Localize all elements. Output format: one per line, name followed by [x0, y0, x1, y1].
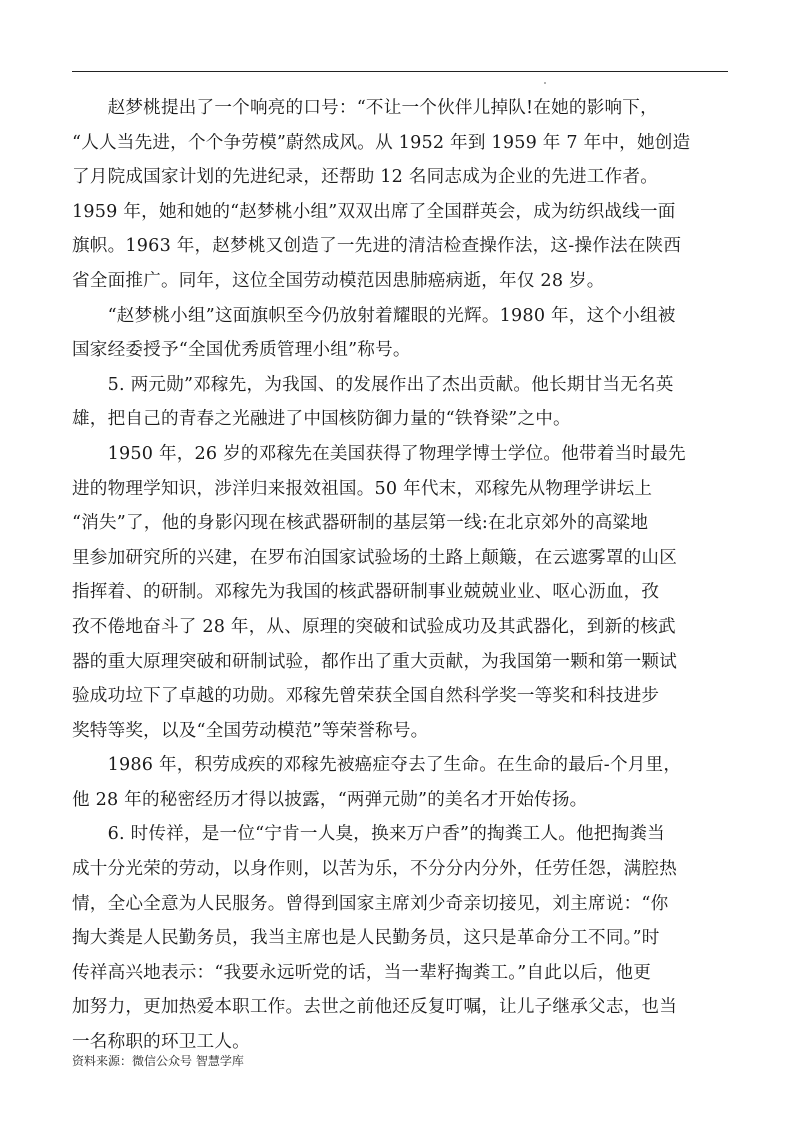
text-line: 验成功垃下了卓越的功勋。邓稼先曾荣获全国自然科学奖一等奖和科技进步 — [72, 686, 660, 707]
text-line: 雄，把自己的青春之光融进了中国核防御力量的“铁脊梁”之中。 — [72, 409, 571, 430]
text-line: 6. 时传祥，是一位“宁肯一人臭，换来万户香”的掏粪工人。他把掏粪当 — [72, 824, 665, 845]
text-line: 5. 两元勋”邓稼先，为我国、的发展作出了杰出贡献。他长期甘当无名英 — [72, 374, 674, 395]
source-footer: 资料来源：微信公众号 智慧学库 — [72, 1054, 244, 1068]
text-line: 器的重大原理突破和研制试验，都作出了重大贡献，为我国第一颗和第一颗试 — [72, 651, 677, 672]
text-line: 省全面推广。同年，这位全国劳动模范因患肺癌病逝，年仅 28 岁。 — [72, 270, 605, 291]
text-line: 旗帜。1963 年，赵梦桃又创造了一先进的清洁检查操作法，这-操作法在陕西 — [72, 236, 682, 257]
text-line: 奖特等奖，以及“全国劳动模范”等荣誉称号。 — [72, 720, 429, 741]
text-line: 掏大粪是人民勤务员，我当主席也是人民勤务员，这只是革命分工不同。”时 — [72, 928, 660, 949]
text-line: 里参加研究所的兴建，在罗布泊国家试验场的土路上颠簸，在云遮雾罩的山区 — [72, 547, 677, 568]
text-line: 1986 年，积劳成疾的邓稼先被癌症夺去了生命。在生命的最后-个月里， — [72, 755, 682, 776]
text-line: 指挥着、的研制。邓稼先为我国的核武器研制事业兢兢业业、呕心沥血，孜 — [72, 582, 660, 603]
text-line: “赵梦桃小组”这面旗帜至今仍放射着耀眼的光辉。1980 年，这个小组被 — [72, 305, 676, 326]
text-line: “消失”了，他的身影闪现在核武器研制的基层第一线:在北京郊外的高粱地 — [72, 513, 649, 534]
text-line: 一名称职的环卫工人。 — [72, 1032, 250, 1053]
header-mark — [544, 82, 546, 84]
text-line: “人人当先进，个个争劳模”蔚然成风。从 1952 年到 1959 年 7 年中，她创造 — [72, 132, 691, 153]
text-line: 他 28 年的秘密经历才得以披露，“两弹元勋”的美名才开始传扬。 — [72, 789, 588, 810]
text-line: 国家经委授予“全国优秀质管理小组”称号。 — [72, 340, 411, 361]
text-line: 进的物理学知识，涉洋归来报效祖国。50 年代末，邓稼先从物理学讲坛上 — [72, 478, 653, 499]
text-line: 传祥高兴地表示：“我要永远听党的话，当一辈籽掏粪工。”自此以后，他更 — [72, 962, 651, 983]
text-line: 1950 年，26 岁的邓稼先在美国获得了物理学博士学位。他带着当时最先 — [72, 443, 686, 464]
text-line: 孜不倦地奋斗了 28 年，从、原理的突破和试验成功及其武器化，到新的核武 — [72, 616, 676, 637]
text-line: 1959 年，她和她的“赵梦桃小组”双双出席了全国群英会，成为纺织战线一面 — [72, 201, 676, 222]
text-line: 了月院成国家计划的先进纪录，还帮助 12 名同志成为企业的先进工作者。 — [72, 167, 658, 188]
document-body — [72, 91, 732, 1060]
header-rule — [72, 71, 728, 72]
text-line: 成十分光荣的劳动，以身作则，以苦为乐，不分分内分外，任劳任怨，满腔热 — [72, 859, 677, 880]
text-line: 情，全心全意为人民服务。曾得到国家主席刘少奇亲切接见，刘主席说：“你 — [72, 893, 669, 914]
text-line: 赵梦桃提出了一个响亮的口号：“不让一个伙伴儿掉队!在她的影响下， — [72, 98, 658, 118]
text-line: 加努力，更加热爱本职工作。去世之前他还反复叮嘱，让儿子继承父志，也当 — [72, 997, 677, 1018]
